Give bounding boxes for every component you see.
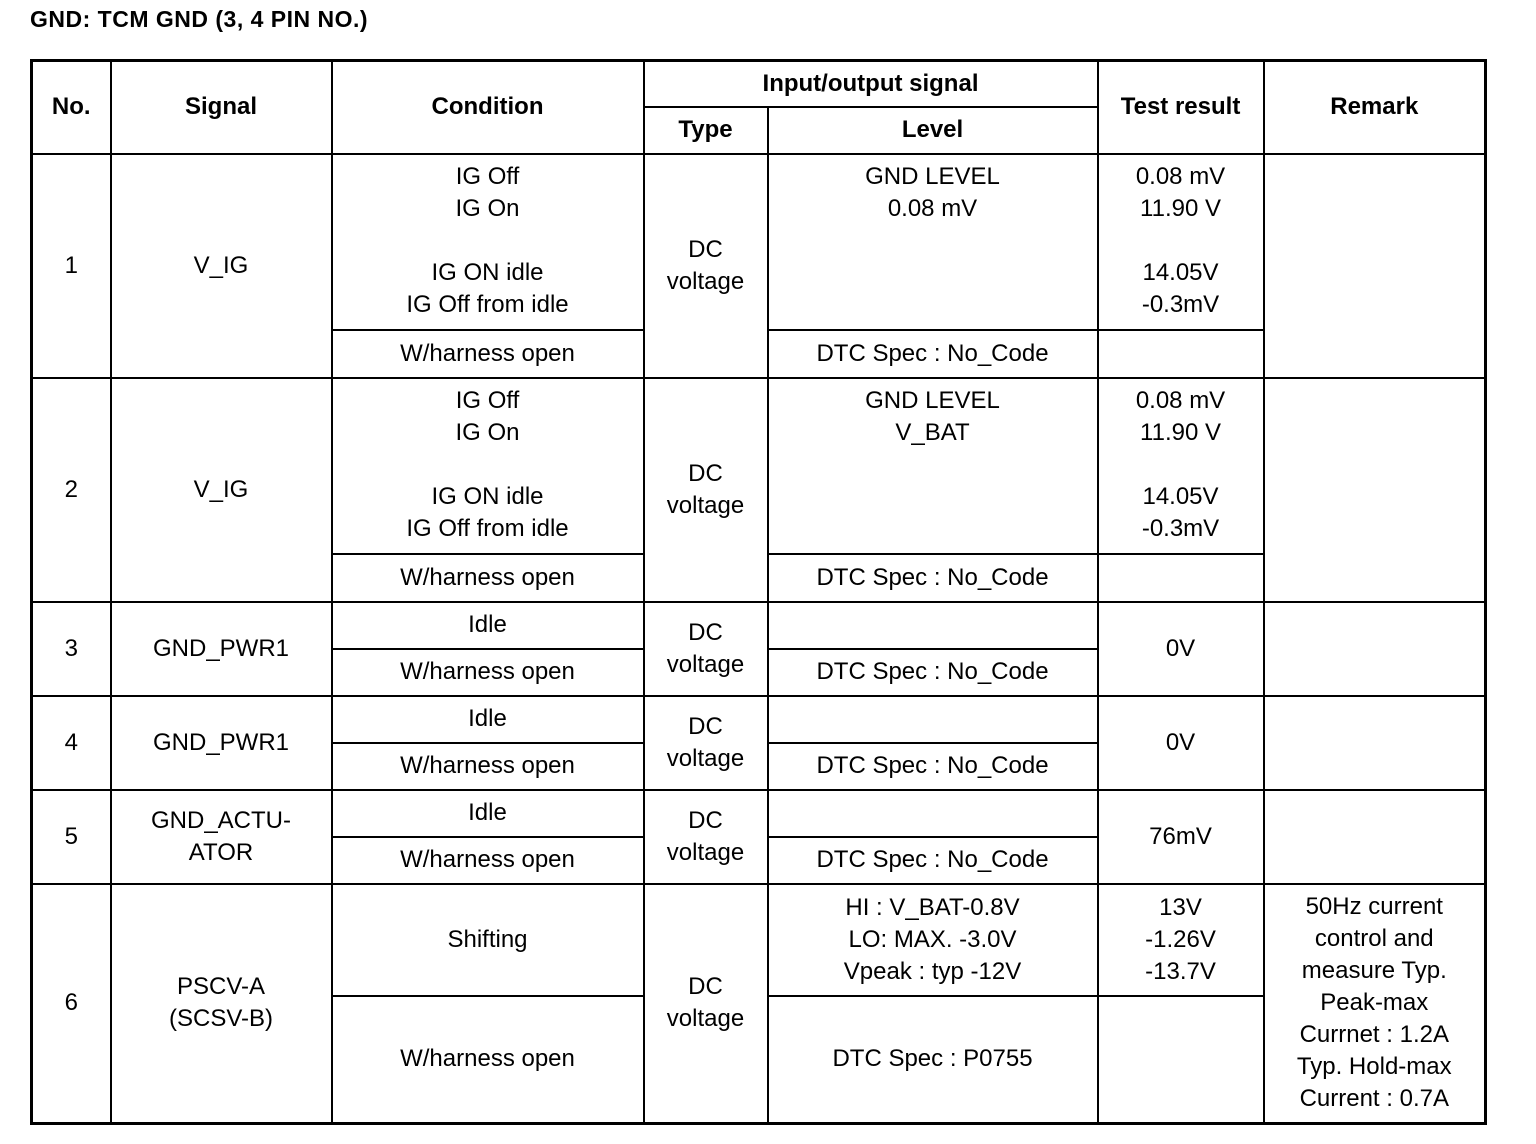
- signal-text: PSCV-A: [176, 973, 266, 1001]
- row-signal: GND_PWR1: [111, 602, 332, 696]
- row-no: 3: [32, 602, 111, 696]
- condition-text: IG On: [455, 418, 520, 446]
- line-spacer: [337, 225, 639, 257]
- condition-b: W/harness open: [332, 743, 644, 790]
- condition-text: IG Off from idle: [406, 514, 569, 542]
- row-type: [644, 378, 768, 602]
- remark-text: Currnet : 1.2A: [1299, 1021, 1449, 1049]
- row-no: 2: [32, 378, 111, 602]
- header-test-result: Test result: [1098, 61, 1264, 154]
- row-no: 4: [32, 696, 111, 790]
- row-type: [644, 790, 768, 884]
- results-a: [1098, 884, 1264, 996]
- row-signal: V_IG: [111, 154, 332, 378]
- row-levels: [768, 378, 1098, 554]
- type-text: DC: [688, 806, 723, 834]
- row-no: 1: [32, 154, 111, 378]
- line-spacer: [1103, 225, 1259, 257]
- row-type: [644, 884, 768, 1124]
- type-text: voltage: [666, 744, 745, 772]
- type-text: voltage: [666, 838, 745, 866]
- harness-level: DTC Spec : No_Code: [768, 554, 1098, 602]
- level-b: DTC Spec : No_Code: [768, 837, 1098, 884]
- row-result: 76mV: [1098, 790, 1264, 884]
- harness-result: [1098, 554, 1264, 602]
- header-remark: Remark: [1264, 61, 1486, 154]
- remark-text: 50Hz current: [1305, 893, 1443, 921]
- level-b: DTC Spec : No_Code: [768, 649, 1098, 696]
- row-remark: [1264, 884, 1486, 1124]
- row-no: 6: [32, 884, 111, 1124]
- remark-text: Peak-max: [1320, 989, 1429, 1017]
- condition-b: W/harness open: [332, 649, 644, 696]
- row-signal: GND_PWR1: [111, 696, 332, 790]
- condition-text: IG ON idle: [431, 482, 544, 510]
- line-spacer: [337, 449, 639, 481]
- result-b: [1098, 996, 1264, 1124]
- level-a: [768, 602, 1098, 649]
- type-text: voltage: [666, 491, 745, 519]
- level-text: GND LEVEL: [865, 162, 1000, 190]
- remark-text: Typ. Hold-max: [1296, 1053, 1452, 1081]
- type-text: voltage: [666, 1005, 745, 1033]
- row-no: 5: [32, 790, 111, 884]
- row-type: [644, 696, 768, 790]
- table-row: [32, 790, 1486, 837]
- type-text: DC: [688, 973, 723, 1001]
- condition-b: W/harness open: [332, 837, 644, 884]
- condition-text: IG Off: [455, 386, 520, 414]
- header-condition: Condition: [332, 61, 644, 154]
- row-conditions: [332, 378, 644, 554]
- table-row: [32, 154, 1486, 330]
- signal-text: (SCSV-B): [168, 1005, 273, 1033]
- row-remark: [1264, 378, 1486, 602]
- result-text: 14.05V: [1142, 482, 1219, 510]
- table-row: [32, 696, 1486, 743]
- type-text: DC: [688, 459, 723, 487]
- table-row: [32, 378, 1486, 554]
- line-spacer: [1103, 449, 1259, 481]
- harness-level: DTC Spec : No_Code: [768, 330, 1098, 378]
- signal-text: GND_ACTU-: [150, 806, 291, 834]
- remark-text: Current : 0.7A: [1299, 1085, 1449, 1113]
- result-text: 11.90 V: [1140, 418, 1221, 446]
- level-b: DTC Spec : No_Code: [768, 743, 1098, 790]
- harness-condition: W/harness open: [332, 554, 644, 602]
- condition-text: IG Off from idle: [406, 290, 569, 318]
- row-type: [644, 154, 768, 378]
- result-text: 0.08 mV: [1135, 162, 1226, 190]
- level-a: [768, 696, 1098, 743]
- condition-a: Idle: [332, 696, 644, 743]
- condition-a: Idle: [332, 602, 644, 649]
- level-text: Vpeak : typ -12V: [843, 957, 1022, 985]
- result-text: 0.08 mV: [1135, 386, 1226, 414]
- condition-text: IG On: [455, 194, 520, 222]
- harness-condition: W/harness open: [332, 330, 644, 378]
- header-level: Level: [768, 107, 1098, 154]
- type-text: voltage: [666, 267, 745, 295]
- result-text: 13V: [1159, 893, 1202, 921]
- level-a: [768, 790, 1098, 837]
- level-text: 0.08 mV: [887, 194, 978, 222]
- row-remark: [1264, 154, 1486, 378]
- row-result: 0V: [1098, 696, 1264, 790]
- row-signal: V_IG: [111, 378, 332, 602]
- remark-text: measure Typ.: [1301, 957, 1447, 985]
- row-remark: [1264, 790, 1486, 884]
- condition-text: IG ON idle: [431, 258, 544, 286]
- signal-text: ATOR: [188, 838, 254, 866]
- table-row: [32, 884, 1486, 996]
- remark-text: control and: [1314, 925, 1434, 953]
- type-text: DC: [688, 712, 723, 740]
- result-text: -13.7V: [1145, 957, 1216, 985]
- row-results: [1098, 378, 1264, 554]
- row-levels: [768, 154, 1098, 330]
- levels-a: [768, 884, 1098, 996]
- level-text: LO: MAX. -3.0V: [848, 925, 1017, 953]
- table-row: [32, 602, 1486, 649]
- level-text: HI : V_BAT-0.8V: [845, 893, 1020, 921]
- row-remark: [1264, 696, 1486, 790]
- header-io-signal: Input/output signal: [644, 61, 1098, 107]
- page-title: GND: TCM GND (3, 4 PIN NO.): [30, 6, 369, 32]
- row-signal: [111, 884, 332, 1124]
- result-text: 11.90 V: [1140, 194, 1221, 222]
- condition-a: Shifting: [332, 884, 644, 996]
- result-text: -0.3mV: [1141, 514, 1220, 542]
- row-signal: [111, 790, 332, 884]
- type-text: DC: [688, 618, 723, 646]
- row-type: [644, 602, 768, 696]
- result-text: 14.05V: [1142, 258, 1219, 286]
- signal-spec-table: [30, 59, 1487, 1125]
- header-no: No.: [32, 61, 111, 154]
- result-text: -0.3mV: [1141, 290, 1220, 318]
- row-conditions: [332, 154, 644, 330]
- level-text: GND LEVEL: [865, 386, 1000, 414]
- result-text: -1.26V: [1145, 925, 1216, 953]
- harness-result: [1098, 330, 1264, 378]
- row-remark: [1264, 602, 1486, 696]
- level-b: DTC Spec : P0755: [768, 996, 1098, 1124]
- level-text: V_BAT: [895, 418, 970, 446]
- row-results: [1098, 154, 1264, 330]
- header-type: Type: [644, 107, 768, 154]
- type-text: DC: [688, 235, 723, 263]
- condition-text: IG Off: [455, 162, 520, 190]
- header-signal: Signal: [111, 61, 332, 154]
- row-result: 0V: [1098, 602, 1264, 696]
- type-text: voltage: [666, 650, 745, 678]
- condition-a: Idle: [332, 790, 644, 837]
- condition-b: W/harness open: [332, 996, 644, 1124]
